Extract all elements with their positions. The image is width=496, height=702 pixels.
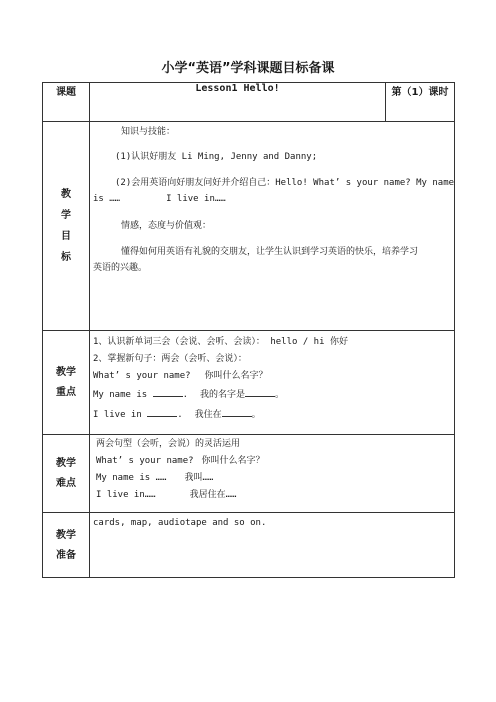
page-title: 小学“英语”学科课题目标备课 [161,61,335,76]
emotion-heading: 情感，态度与价值观： [121,220,212,231]
goal-point-2-line2 [93,193,451,205]
key-point-line5-en-b: . [177,409,183,420]
key-point-line4-cn-a: 我的名字是 [200,390,246,401]
goal-point-2-part-a: is …… [93,194,121,205]
goal-point-2-part-b: I live in…… [166,194,226,205]
goals-label-char: 学 [61,210,71,221]
goals-label-char: 标 [61,252,71,263]
lesson-plan-table [42,82,455,578]
key-point-line4 [93,387,451,401]
key-points-row [43,331,455,435]
topic-label: 课题 [43,83,90,122]
preparation-row [43,513,455,578]
key-point-line1: 1、认识新单词三会（会说、会听、会读）： hello / hi 你好 [93,337,348,347]
key-points-content [90,331,455,435]
difficulties-label-line1: 教学 [56,458,76,469]
difficulties-content [90,435,455,513]
key-point-line5-cn-a: 我住在 [194,409,222,420]
knowledge-heading: 知识与技能： [121,127,176,137]
difficulties-label [43,435,90,513]
difficulty-line3-en: My name is …… [96,473,167,484]
preparation-label-line1: 教学 [56,529,76,541]
difficulties-row [43,435,455,513]
difficulty-line3 [96,472,451,484]
difficulties-label-line2: 难点 [56,478,76,489]
key-point-line4-en-b: . [182,390,189,401]
header-row [43,83,455,122]
key-points-label [43,331,90,435]
blank-underline [147,407,177,417]
key-point-line5-cn-b: 。 [251,409,261,420]
difficulty-line4-en: I live in…… [96,490,156,501]
key-point-line3-en: What’ s your name? [93,371,191,382]
key-point-line4-cn-b: 。 [275,390,285,401]
goals-label-char: 教 [61,189,71,200]
key-points-label-line1: 教学 [56,367,76,378]
difficulty-line2-cn: 你叫什么名字？ [201,456,265,467]
lesson-name: Lesson1 Hello! [90,83,386,122]
blank-underline [153,387,183,397]
blank-underline [245,387,275,397]
goal-point-2-line1: (2)会用英语向好朋友问好并介绍自己：Hello! What’ s your name? My name [115,178,455,189]
key-point-line2: 2、掌握新句子：两会（会听、会说）： [93,354,247,365]
goals-label [43,122,90,331]
key-point-line3-cn: 你叫什么名字？ [204,371,268,382]
difficulty-line2-en: What’ s your name? [96,456,194,467]
emotion-text-line2: 英语的兴趣。 [93,262,148,273]
goals-row [43,122,455,331]
preparation-label [43,513,90,578]
key-point-line4-en-a: My name is [93,390,148,401]
difficulty-line3-cn: 我叫…… [184,473,214,484]
key-point-line5 [93,407,451,421]
period-label: 第（1）课时 [386,83,455,122]
preparation-text: cards, map, audiotape and so on. [93,518,267,528]
preparation-content [90,513,455,578]
difficulty-line4 [96,489,451,501]
emotion-text-line1: 懂得如何用英语有礼貌的交朋友，让学生认识到学习英语的快乐，培养学习 [121,246,419,257]
goals-label-char: 目 [61,231,71,242]
blank-underline [222,407,252,417]
key-points-label-line2: 重点 [56,387,76,398]
goals-content [90,122,455,331]
preparation-label-line2: 准备 [56,549,76,561]
difficulty-line4-cn: 我居住在…… [189,490,237,501]
difficulty-line1: 两会句型（会听，会说）的灵活运用 [96,439,241,449]
difficulty-line2 [96,455,451,467]
key-point-line3 [93,370,451,382]
key-point-line5-en-a: I live in [93,409,142,420]
goal-point-1: (1)认识好朋友 Li Ming, Jenny and Danny; [115,152,318,163]
